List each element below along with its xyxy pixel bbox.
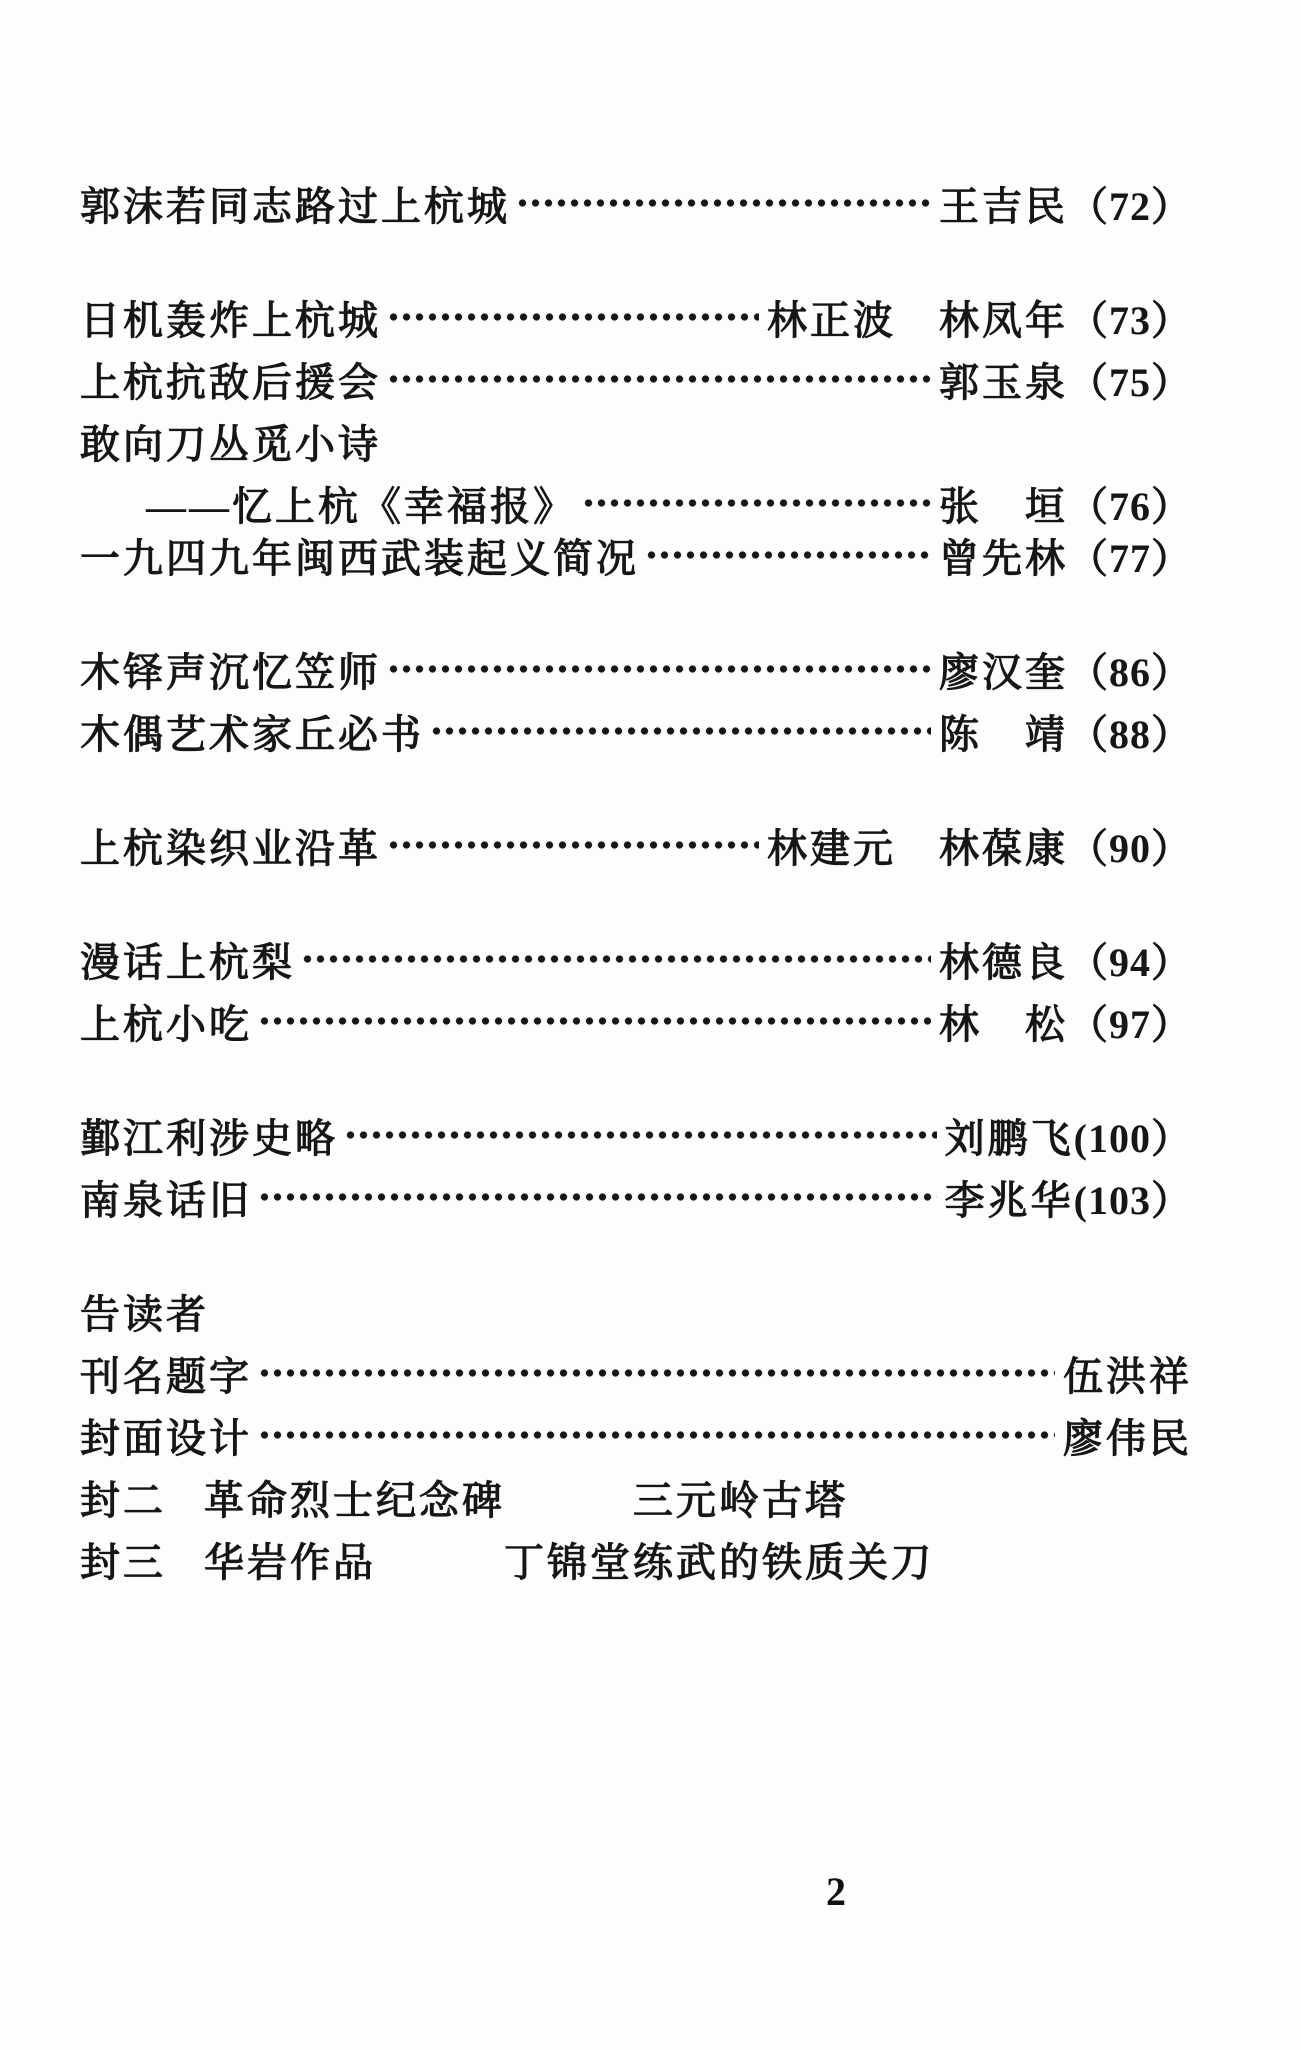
- entry-page: （77）: [1068, 535, 1192, 581]
- entry-title: 一九四九年闽西武装起义简况: [80, 535, 639, 581]
- toc-entry: [80, 1174, 1192, 1223]
- entry-title: 封面设计: [80, 1415, 252, 1461]
- toc-entry: [80, 532, 1192, 581]
- entry-author: 廖伟民: [1063, 1415, 1192, 1461]
- cover-item-2: 丁锦堂练武的铁质关刀: [504, 1539, 934, 1585]
- entry-title: 鄞江利涉史略: [80, 1115, 338, 1161]
- entry-author: 陈 靖: [939, 711, 1068, 757]
- page-number: 2: [826, 1869, 846, 1914]
- dot-leader: [582, 480, 931, 526]
- cover-item-2: 三元岭古塔: [633, 1477, 848, 1523]
- toc-entry: [80, 480, 1192, 529]
- dot-leader: [258, 1174, 937, 1220]
- entry-author: 廖汉奎: [939, 649, 1068, 695]
- entry-title: 南泉话旧: [80, 1177, 252, 1223]
- cover-item-1: 华岩作品: [204, 1539, 376, 1585]
- entry-page: （75）: [1068, 359, 1192, 405]
- entry-author: 王吉民: [939, 183, 1068, 229]
- entry-title: 上杭小吃: [80, 1001, 252, 1047]
- dot-leader: [258, 1350, 1055, 1396]
- table-of-contents: [80, 180, 1192, 1585]
- dot-leader: [645, 532, 931, 578]
- entry-author: 林建元 林葆康: [767, 825, 1068, 871]
- toc-entry: [80, 936, 1192, 985]
- toc-entry: [80, 708, 1192, 757]
- entry-page: （97）: [1068, 1001, 1192, 1047]
- entry-page: （88）: [1068, 711, 1192, 757]
- entry-title: 漫话上杭梨: [80, 939, 295, 985]
- toc-entry: [80, 418, 1192, 467]
- entry-author: 林德良: [939, 939, 1068, 985]
- toc-entry: [80, 822, 1192, 871]
- entry-title: 封三: [80, 1539, 166, 1585]
- entry-title: 封二: [80, 1477, 166, 1523]
- entry-title: 上杭抗敌后援会: [80, 359, 381, 405]
- entry-page: （73）: [1068, 297, 1192, 343]
- entry-title: 木铎声沉忆笠师: [80, 649, 381, 695]
- dot-leader: [258, 998, 931, 1044]
- toc-entry: [80, 1412, 1192, 1461]
- entry-page: (100）: [1073, 1115, 1192, 1161]
- entry-title: 木偶艺术家丘必书: [80, 711, 424, 757]
- toc-entry: [80, 1536, 1192, 1585]
- entry-author: 刘鹏飞: [944, 1115, 1074, 1161]
- entry-title: 上杭染织业沿革: [80, 825, 381, 871]
- entry-title: 郭沫若同志路过上杭城: [80, 183, 510, 229]
- cover-item-1: 革命烈士纪念碑: [204, 1477, 505, 1523]
- entry-page: （90）: [1068, 825, 1192, 871]
- entry-author: 林 松: [939, 1001, 1068, 1047]
- toc-entry: [80, 998, 1192, 1047]
- toc-entry: [80, 646, 1192, 695]
- dot-leader: [387, 822, 759, 868]
- entry-page: （76）: [1068, 483, 1192, 529]
- entry-author: 李兆华: [944, 1177, 1074, 1223]
- toc-entry: [80, 1112, 1192, 1161]
- dot-leader: [387, 356, 931, 402]
- entry-author: 林正波 林凤年: [767, 297, 1068, 343]
- entry-title: 刊名题字: [80, 1353, 252, 1399]
- dot-leader: [387, 646, 931, 692]
- entry-title: 日机轰炸上杭城: [80, 297, 381, 343]
- dot-leader: [387, 294, 759, 340]
- entry-title: ——忆上杭《幸福报》: [146, 483, 576, 529]
- entry-page: （72）: [1068, 183, 1192, 229]
- toc-entry: [80, 180, 1192, 229]
- toc-entry: [80, 1474, 1192, 1523]
- entry-author: 伍洪祥: [1063, 1353, 1192, 1399]
- dot-leader: [516, 180, 931, 226]
- entry-title: 敢向刀丛觅小诗: [80, 421, 381, 467]
- entry-title: 告读者: [80, 1291, 209, 1337]
- dot-leader: [430, 708, 931, 754]
- entry-page: (103）: [1073, 1177, 1192, 1223]
- dot-leader: [344, 1112, 937, 1158]
- dot-leader: [301, 936, 931, 982]
- entry-page: （86）: [1068, 649, 1192, 695]
- dot-leader: [258, 1412, 1055, 1458]
- toc-entry: [80, 1350, 1192, 1399]
- toc-entry: [80, 294, 1192, 343]
- toc-entry: [80, 356, 1192, 405]
- entry-page: （94）: [1068, 939, 1192, 985]
- entry-author: 郭玉泉: [939, 359, 1068, 405]
- toc-entry: [80, 1288, 1192, 1337]
- entry-author: 张 垣: [939, 483, 1068, 529]
- entry-author: 曾先林: [939, 535, 1068, 581]
